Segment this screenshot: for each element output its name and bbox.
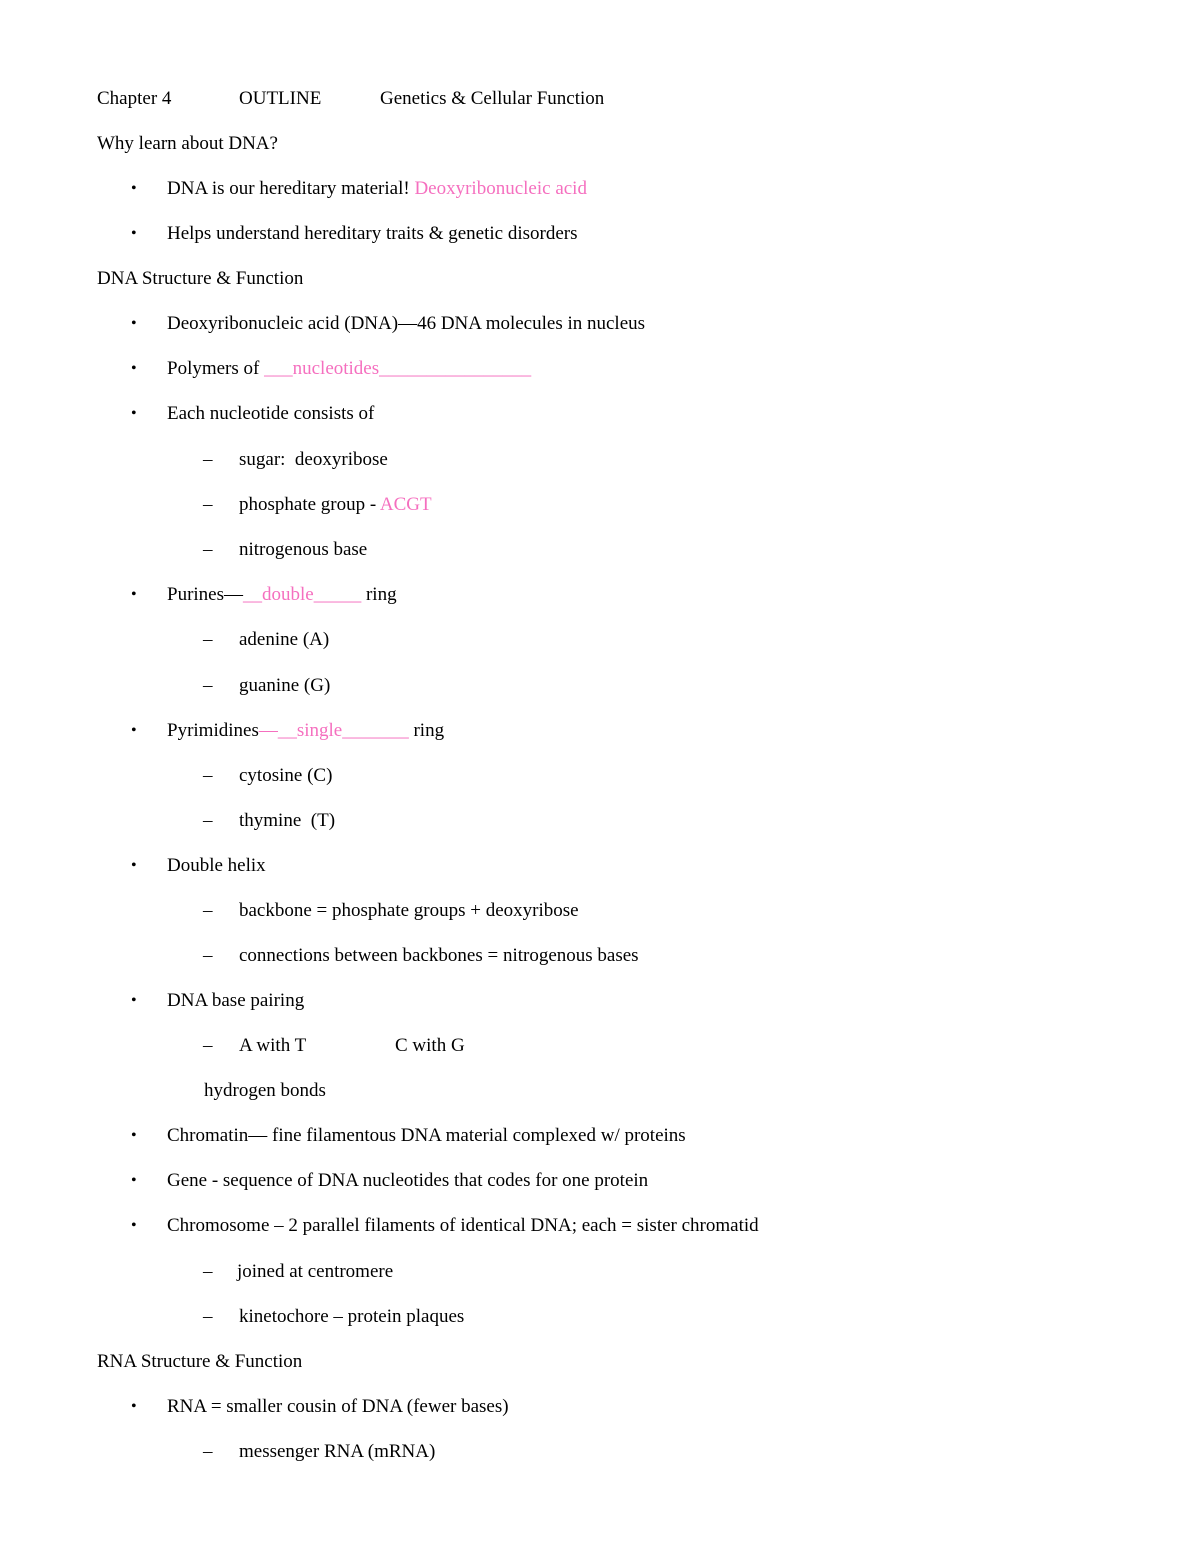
list-item-text: ring	[408, 720, 445, 741]
list-item-text: DNA is our hereditary material!	[167, 178, 415, 199]
list-item-text: Purines—	[167, 584, 243, 605]
sub-list-item: guanine (G)	[239, 675, 331, 696]
bullet-icon: •	[131, 1172, 137, 1189]
list-item	[167, 357, 531, 381]
bullet-icon: •	[131, 180, 137, 197]
dash-icon: –	[203, 1261, 213, 1282]
dash-icon: –	[203, 629, 213, 650]
outline-label: OUTLINE	[239, 88, 322, 109]
fill-blank-line: __	[277, 720, 297, 741]
subject-title: Genetics & Cellular Function	[380, 88, 605, 109]
list-item: RNA = smaller cousin of DNA (fewer bases)	[167, 1396, 509, 1417]
bullet-icon: •	[131, 992, 137, 1009]
sub-note: hydrogen bonds	[204, 1080, 326, 1101]
bullet-icon: •	[131, 857, 137, 874]
fill-blank-line: __	[243, 584, 262, 605]
dash-icon: –	[203, 539, 213, 560]
bullet-icon: •	[131, 722, 137, 739]
sub-list-item: backbone = phosphate groups + deoxyribose	[239, 900, 579, 921]
bullet-icon: •	[131, 225, 137, 242]
em-dash: —	[258, 720, 278, 741]
sub-list-item: sugar: deoxyribose	[239, 449, 388, 470]
bullet-icon: •	[131, 315, 137, 332]
sub-list-item: nitrogenous base	[239, 539, 368, 560]
fill-blank-line: ________________	[379, 358, 532, 379]
list-item-text: Pyrimidines	[167, 720, 259, 741]
list-item: Helps understand hereditary traits & genetic disorders	[167, 223, 578, 244]
dash-icon: –	[203, 900, 213, 921]
list-item: DNA base pairing	[167, 990, 305, 1011]
annotation-note: Deoxyribonucleic acid	[414, 178, 587, 199]
sub-list-item: messenger RNA (mRNA)	[239, 1441, 436, 1462]
fill-in-answer: single	[296, 720, 343, 741]
bullet-icon: •	[131, 1127, 137, 1144]
chapter-label: Chapter 4	[97, 88, 172, 109]
dash-icon: –	[203, 765, 213, 786]
list-item	[167, 583, 397, 607]
list-item-text: Polymers of	[167, 358, 265, 379]
list-item-text: ring	[361, 584, 397, 605]
fill-blank-line: _____	[313, 584, 362, 605]
list-item: Chromatin— fine filamentous DNA material complexed w/ proteins	[167, 1125, 686, 1146]
sub-list-item: kinetochore – protein plaques	[239, 1306, 465, 1327]
dash-icon: –	[203, 675, 213, 696]
fill-in-answer: double	[262, 584, 314, 605]
dash-icon: –	[203, 1306, 213, 1327]
bullet-icon: •	[131, 1398, 137, 1415]
sub-list-item: C with G	[395, 1035, 465, 1056]
sub-list-item: connections between backbones = nitrogenous bases	[239, 945, 639, 966]
dash-icon: –	[203, 449, 213, 470]
list-item	[167, 177, 587, 201]
bullet-icon: •	[131, 405, 137, 422]
fill-blank-line: _______	[342, 720, 409, 741]
dash-icon: –	[203, 945, 213, 966]
section-heading-dna: DNA Structure & Function	[97, 268, 304, 289]
list-item: Deoxyribonucleic acid (DNA)—46 DNA molecules in nucleus	[167, 313, 646, 334]
list-item	[167, 719, 444, 743]
fill-blank-line: ___	[264, 358, 293, 379]
sub-list-item: thymine (T)	[239, 810, 336, 831]
sub-list-item: cytosine (C)	[239, 765, 333, 786]
fill-in-answer: nucleotides	[292, 358, 380, 379]
dash-icon: –	[203, 810, 213, 831]
list-item: Chromosome – 2 parallel filaments of identical DNA; each = sister chromatid	[167, 1215, 759, 1236]
list-item: Each nucleotide consists of	[167, 403, 375, 424]
sub-list-item	[239, 493, 432, 517]
bullet-icon: •	[131, 1217, 137, 1234]
sub-list-item: joined at centromere	[237, 1261, 394, 1282]
list-item: Gene - sequence of DNA nucleotides that codes for one protein	[167, 1170, 649, 1191]
sub-list-item-text: phosphate group -	[239, 494, 380, 515]
section-heading-why: Why learn about DNA?	[97, 133, 278, 154]
dash-icon: –	[203, 494, 213, 515]
list-item: Double helix	[167, 855, 266, 876]
dash-icon: –	[203, 1035, 213, 1056]
dash-icon: –	[203, 1441, 213, 1462]
annotation-note: ACGT	[379, 494, 432, 515]
sub-list-item: A with T	[239, 1035, 307, 1056]
bullet-icon: •	[131, 360, 137, 377]
section-heading-rna: RNA Structure & Function	[97, 1351, 303, 1372]
bullet-icon: •	[131, 586, 137, 603]
sub-list-item: adenine (A)	[239, 629, 330, 650]
